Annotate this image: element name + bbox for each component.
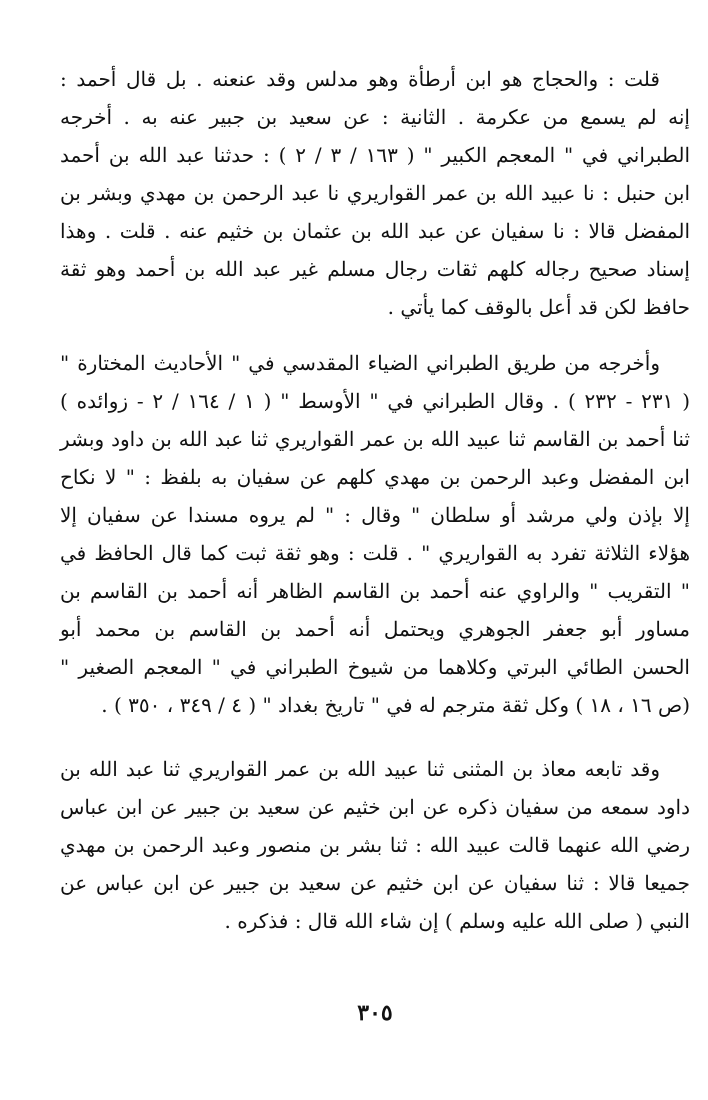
text-line: رضي الله عنهما قالت عبيد الله : ثنا بشر بن منصور وعبد الرحمن بن مهدي xyxy=(60,833,690,857)
text-line: الحسن الطائي البرتي وكلاهما من شيوخ الطبراني في " المعجم الصغير " xyxy=(60,655,690,679)
text-line: إلا بإذن ولي مرشد أو سلطان " وقال : " لم يروه مسندا عن سفيان إلا xyxy=(60,503,690,527)
text-line: ثنا أحمد بن القاسم ثنا عبيد الله بن عمر القواريري ثنا عبد الله بن داود وبشر xyxy=(60,427,690,451)
text-line: قلت : والحجاج هو ابن أرطأة وهو مدلس وقد عنعنه . بل قال أحمد : xyxy=(60,67,660,91)
text-line: ( ٢٣١ - ٢٣٢ ) . وقال الطبراني في " الأوسط " ( ١ / ١٦٤ / ٢ - زوائده ) xyxy=(60,389,690,413)
text-line: الطبراني في " المعجم الكبير " ( ١٦٣ / ٣ / ٢ ) : حدثنا عبد الله بن أحمد xyxy=(60,143,691,167)
text-line: (ص ١٦ ، ١٨ ) وكل ثقة مترجم له في " تاريخ بغداد " ( ٤ / ٣٤٩ ، ٣٥٠ ) . xyxy=(101,693,690,717)
text-line: " التقريب " والراوي عنه أحمد بن القاسم الظاهر أنه أحمد بن القاسم بن xyxy=(60,579,690,603)
text-line: ابن حنبل : نا عبيد الله بن عمر القواريري نا عبد الرحمن بن مهدي وبشر بن xyxy=(60,181,690,205)
document-page xyxy=(60,0,690,1100)
text-line: النبي ( صلى الله عليه وسلم ) إن شاء الله قال : فذكره . xyxy=(224,909,690,933)
text-line: إسناد صحيح رجاله كلهم ثقات رجال مسلم غير عبد الله بن أحمد وهو ثقة xyxy=(60,257,690,281)
text-line: حافظ لكن قد أعل بالوقف كما يأتي . xyxy=(387,295,690,319)
text-line: هؤلاء الثلاثة تفرد به القواريري " . قلت : وهو ثقة ثبت كما قال الحافظ في xyxy=(60,541,690,565)
text-line: ابن المفضل وعبد الرحمن بن مهدي كلهم عن سفيان به بلفظ : " لا نكاح xyxy=(60,465,690,489)
text-line: مساور أبو جعفر الجوهري ويحتمل أنه أحمد بن القاسم بن محمد أبو xyxy=(60,617,690,641)
text-line: جميعا قالا : ثنا سفيان عن ابن خثيم عن سعيد بن جبير عن ابن عباس عن xyxy=(60,871,690,895)
text-line: المفضل قالا : نا سفيان عن عبد الله بن عثمان بن خثيم عنه . قلت . وهذا xyxy=(60,219,690,243)
text-line: إنه لم يسمع من عكرمة . الثانية : عن سعيد بن جبير عنه به . أخرجه xyxy=(60,105,690,129)
page-number: ٣٠٥ xyxy=(357,1000,393,1026)
text-line: وأخرجه من طريق الطبراني الضياء المقدسي في " الأحاديث المختارة " xyxy=(60,351,660,375)
text-line: وقد تابعه معاذ بن المثنى ثنا عبيد الله بن عمر القواريري ثنا عبد الله بن xyxy=(60,757,660,781)
text-line: داود سمعه من سفيان ذكره عن ابن خثيم عن سعيد بن جبير عن ابن عباس xyxy=(60,795,690,819)
